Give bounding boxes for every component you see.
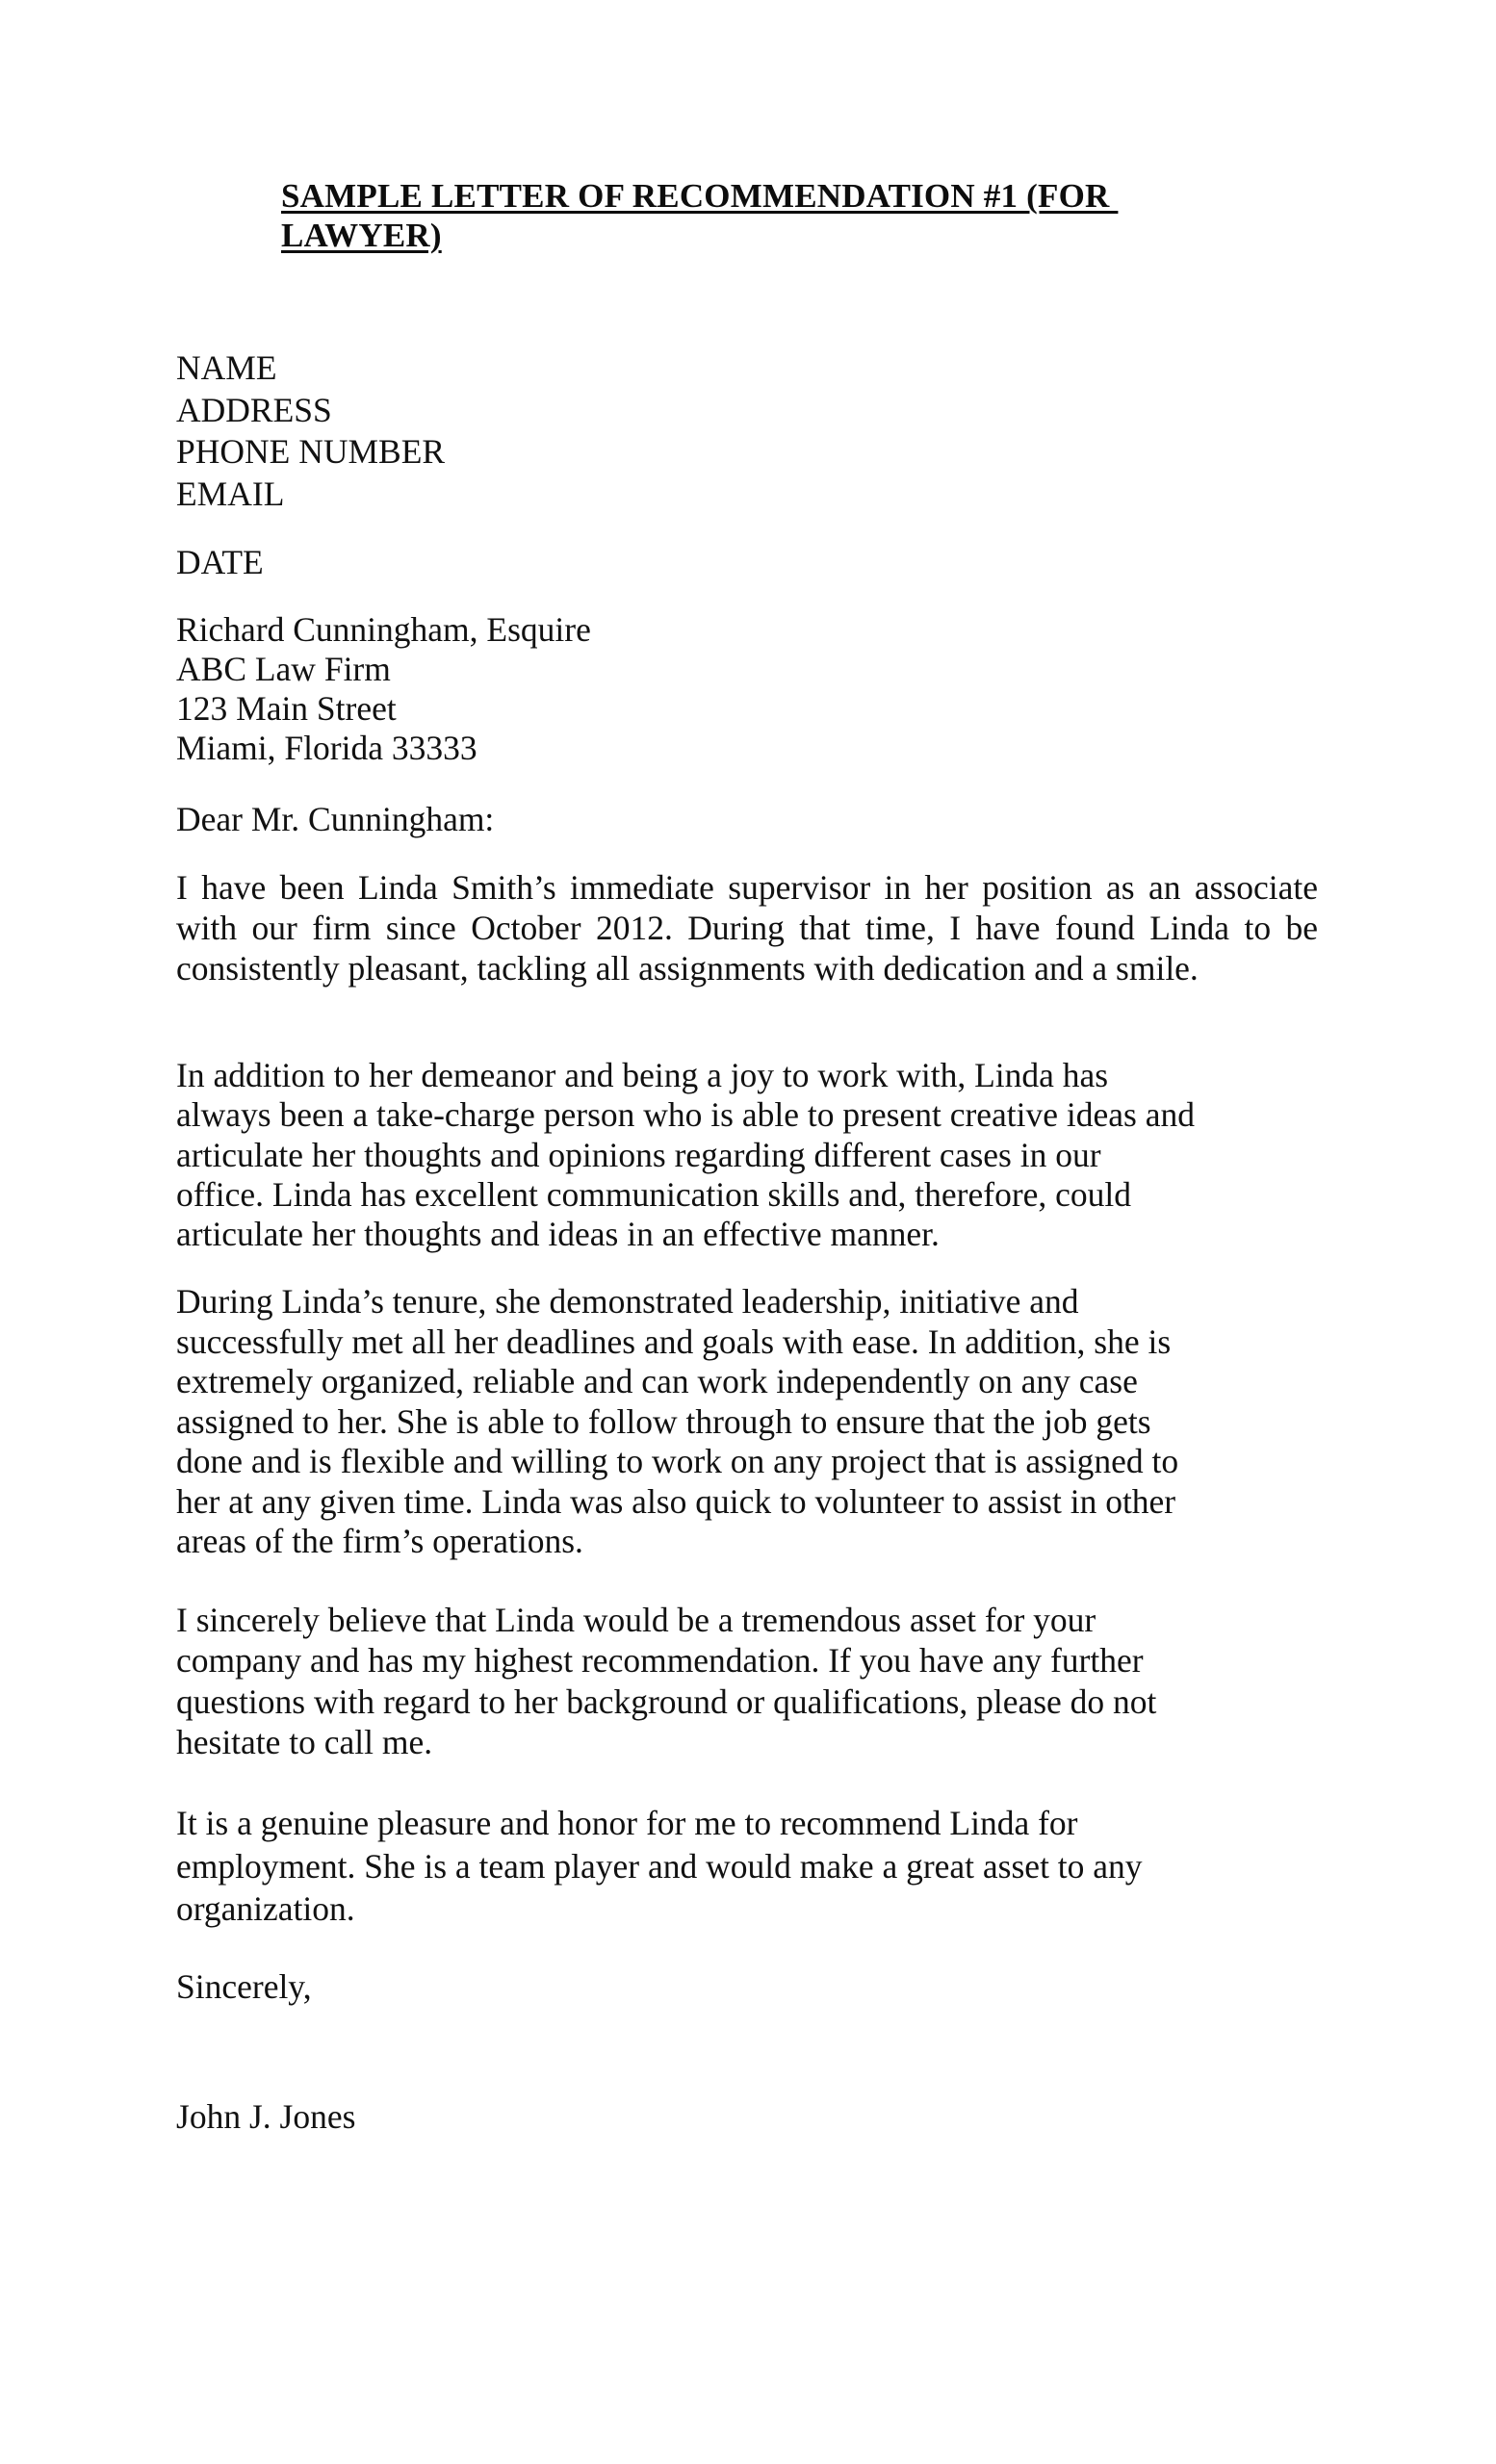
recipient-block bbox=[176, 610, 1318, 768]
paragraph-line: It is a genuine pleasure and honor for me to recommend Linda for bbox=[176, 1804, 1078, 1842]
paragraph-line: company and has my highest recommendation. If you have any further bbox=[176, 1641, 1144, 1681]
sender-name: NAME bbox=[176, 348, 277, 387]
paragraph-2 bbox=[176, 1056, 1318, 1254]
paragraph-line: employment. She is a team player and would make a great asset to any bbox=[176, 1846, 1143, 1886]
date-text: DATE bbox=[176, 543, 264, 581]
paragraph-line: organization. bbox=[176, 1889, 355, 1928]
salutation bbox=[176, 800, 1318, 840]
paragraph-line: assigned to her. She is able to follow through to ensure that the job gets bbox=[176, 1401, 1151, 1441]
recipient-name: Richard Cunningham, Esquire bbox=[176, 610, 591, 649]
closing bbox=[176, 1967, 1318, 2008]
letter-title-line-1: SAMPLE LETTER OF RECOMMENDATION #1 (FOR bbox=[281, 177, 1119, 215]
signature bbox=[176, 2097, 1318, 2138]
paragraph-line: always been a take-charge person who is able to present creative ideas and bbox=[176, 1095, 1195, 1135]
paragraph-1: I have been Linda Smith’s immediate supervisor in her position as an associate with our firm since October 2012. During that time, I have found Linda to be consistently pleasant, tackling all assignments with dedication and a smile. bbox=[176, 868, 1318, 988]
sender-block bbox=[176, 347, 1318, 515]
paragraph-line: areas of the firm’s operations. bbox=[176, 1522, 583, 1560]
letter-date bbox=[176, 543, 1318, 583]
closing-text: Sincerely, bbox=[176, 1967, 312, 2006]
paragraph-4 bbox=[176, 1600, 1318, 1762]
sender-email: EMAIL bbox=[176, 474, 285, 513]
letter-title-line-2: LAWYER) bbox=[281, 217, 442, 254]
signature-name: John J. Jones bbox=[176, 2097, 356, 2136]
paragraph-line: articulate her thoughts and ideas in an effective manner. bbox=[176, 1215, 940, 1253]
salutation-text: Dear Mr. Cunningham: bbox=[176, 800, 495, 838]
paragraph-line: articulate her thoughts and opinions regarding different cases in our bbox=[176, 1135, 1101, 1174]
sender-phone: PHONE NUMBER bbox=[176, 432, 446, 471]
paragraph-line: her at any given time. Linda was also quick to volunteer to assist in other bbox=[176, 1481, 1176, 1521]
recipient-street: 123 Main Street bbox=[176, 689, 397, 728]
recipient-city-state-zip: Miami, Florida 33333 bbox=[176, 729, 477, 767]
paragraph-5 bbox=[176, 1802, 1318, 1931]
paragraph-3 bbox=[176, 1282, 1318, 1562]
paragraph-line: done and is flexible and willing to work on any project that is assigned to bbox=[176, 1442, 1179, 1480]
paragraph-line: hesitate to call me. bbox=[176, 1722, 433, 1761]
letter-title bbox=[281, 176, 1118, 255]
sender-address: ADDRESS bbox=[176, 390, 332, 429]
recipient-firm: ABC Law Firm bbox=[176, 650, 391, 688]
paragraph-line: questions with regard to her background or qualifications, please do not bbox=[176, 1681, 1157, 1721]
paragraph-line: During Linda’s tenure, she demonstrated leadership, initiative and bbox=[176, 1282, 1079, 1321]
paragraph-line: successfully met all her deadlines and goals with ease. In addition, she is bbox=[176, 1322, 1172, 1361]
paragraph-line: I sincerely believe that Linda would be a tremendous asset for your bbox=[176, 1601, 1096, 1639]
paragraph-line: extremely organized, reliable and can work independently on any case bbox=[176, 1362, 1138, 1400]
paragraph-line: office. Linda has excellent communication skills and, therefore, could bbox=[176, 1174, 1132, 1214]
paragraph-line: In addition to her demeanor and being a joy to work with, Linda has bbox=[176, 1056, 1109, 1094]
